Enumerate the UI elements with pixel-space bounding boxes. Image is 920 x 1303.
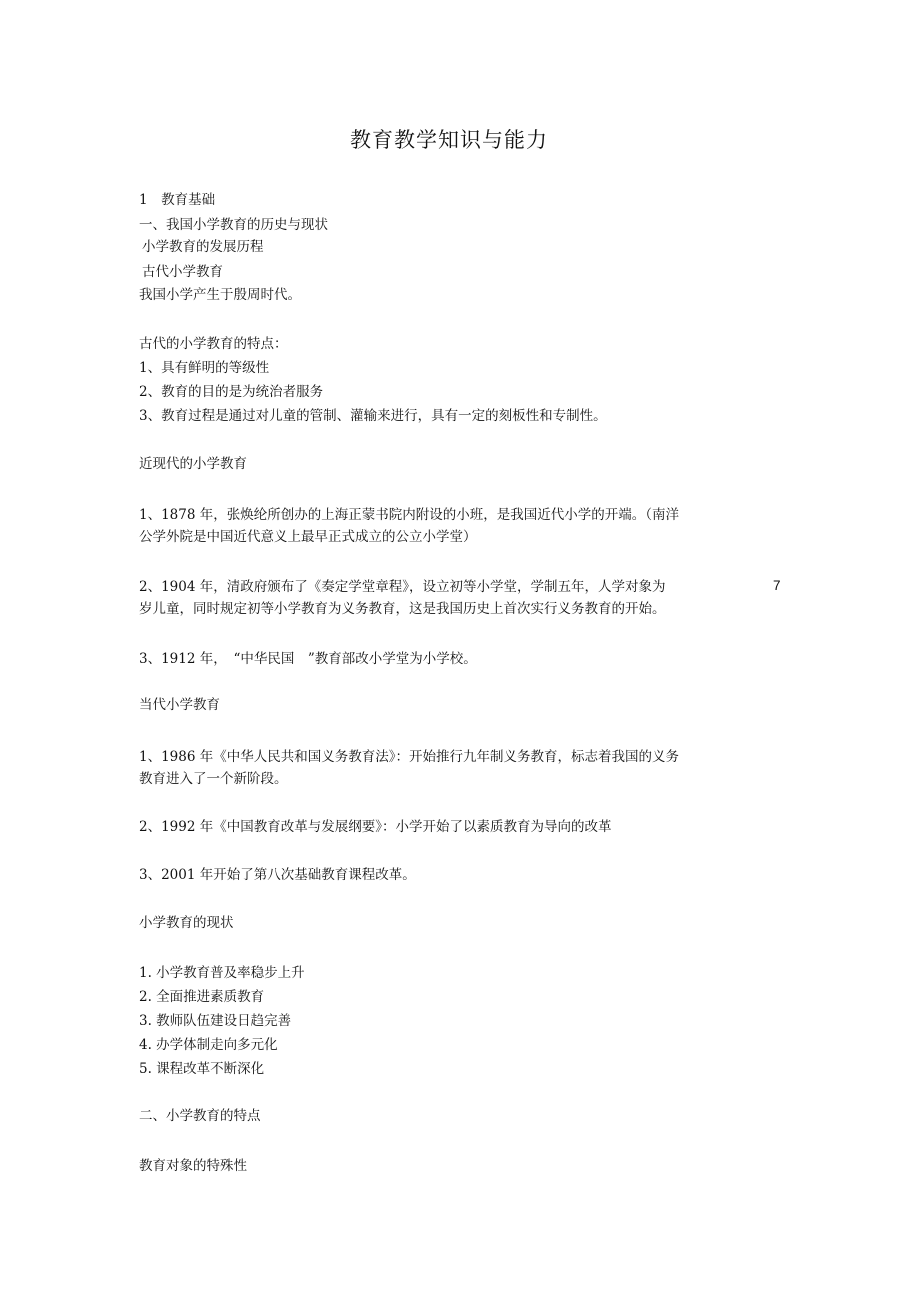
list-item-status-1: 1. 小学教育普及率稳步上升 [139, 965, 305, 981]
chapter-heading-2: 二、小学教育的特点 [139, 1108, 261, 1124]
section-heading-1: 1 教育基础 [139, 192, 216, 208]
paragraph-modern-3: 3、1912 年， “中华民国 ”教育部改小学堂为小学校。 [139, 651, 477, 667]
list-item-ancient-1: 1、具有鲜明的等级性 [139, 360, 270, 376]
subheading-ancient: 古代小学教育 [142, 264, 223, 280]
list-item-status-2: 2. 全面推进素质教育 [139, 989, 265, 1005]
subheading-modern: 近现代的小学教育 [139, 456, 247, 472]
list-item-status-4: 4. 办学体制走向多元化 [139, 1037, 278, 1053]
subheading-contemporary: 当代小学教育 [139, 697, 220, 713]
paragraph-contemporary-1-line1: 1、1986 年《中华人民共和国义务教育法》：开始推行九年制义务教育，标志着我国的义务 [139, 749, 679, 765]
paragraph-contemporary-2: 2、1992 年《中国教育改革与发展纲要》：小学开始了以素质教育为导向的改革 [139, 819, 612, 835]
paragraph-contemporary-1-line2: 教育进入了一个新阶段。 [139, 771, 288, 787]
paragraph-modern-2-line1: 2、1904 年，清政府颁布了《奏定学堂章程》，设立初等小学堂，学制五年，人学对象为 [139, 579, 666, 595]
subheading-ancient-features: 古代的小学教育的特点： [139, 336, 288, 352]
paragraph-ancient-origin: 我国小学产生于殷周时代。 [139, 287, 301, 303]
paragraph-modern-1-line2: 公学外院是中国近代意义上最早正式成立的公立小学堂） [139, 529, 477, 545]
paragraph-contemporary-3: 3、2001 年开始了第八次基础教育课程改革。 [139, 867, 416, 883]
list-item-status-3: 3. 教师队伍建设日趋完善 [139, 1013, 292, 1029]
document-title: 教育教学知识与能力 [350, 128, 548, 152]
list-item-ancient-3: 3、教育过程是通过对儿童的管制、灌输来进行，具有一定的刻板性和专制性。 [139, 408, 607, 424]
paragraph-modern-2-overflow-number: 7 [773, 578, 781, 593]
paragraph-modern-2-line2: 岁儿童，同时规定初等小学教育为义务教育，这是我国历史上首次实行义务教育的开始。 [139, 601, 666, 617]
subheading-current-status: 小学教育的现状 [139, 915, 234, 931]
list-item-ancient-2: 2、教育的目的是为统治者服务 [139, 384, 324, 400]
list-item-status-5: 5. 课程改革不断深化 [139, 1061, 265, 1077]
subheading-special-object: 教育对象的特殊性 [139, 1158, 247, 1174]
paragraph-modern-1-line1: 1、1878 年，张焕纶所创办的上海正蒙书院内附设的小班，是我国近代小学的开端。（南洋 [139, 507, 679, 523]
chapter-heading-1: 一、我国小学教育的历史与现状 [139, 217, 328, 233]
subheading-history: 小学教育的发展历程 [142, 239, 264, 255]
